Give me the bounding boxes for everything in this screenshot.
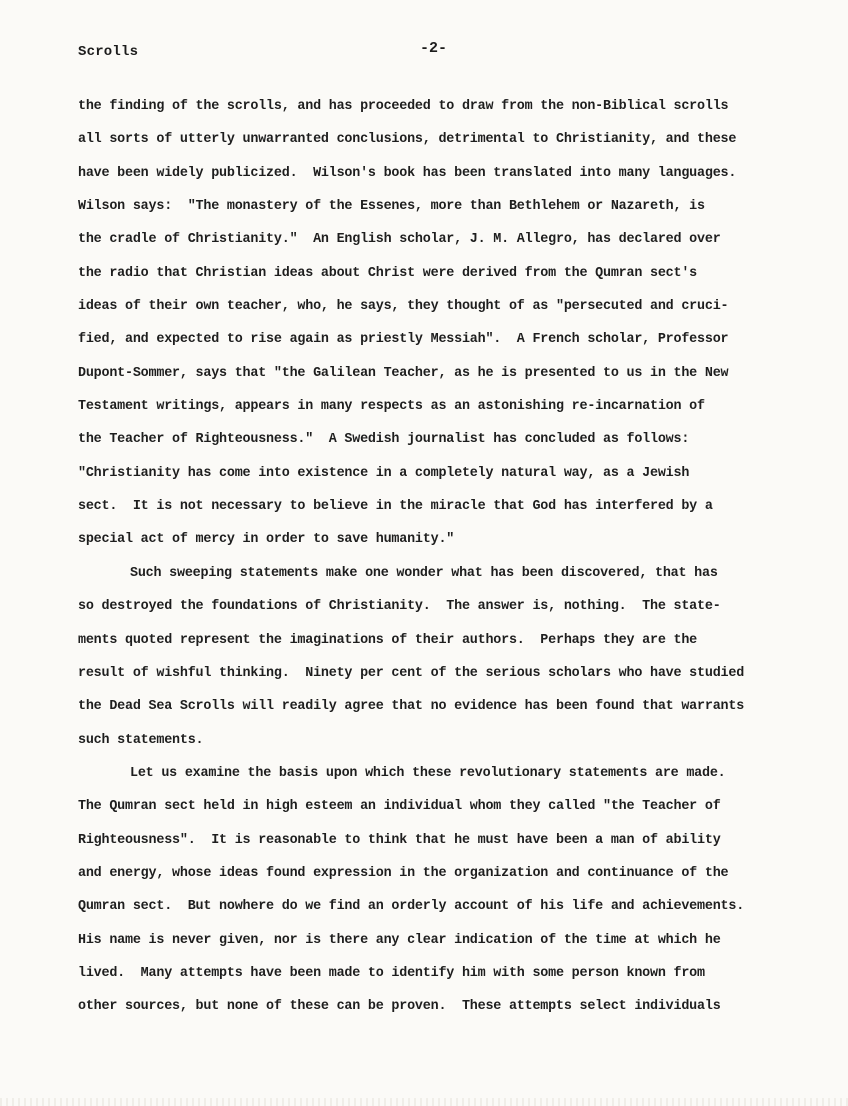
text-line: other sources, but none of these can be proven. These attempts select individuals [78,999,721,1015]
text-line: such statements. [78,732,204,748]
body-text [78,90,808,1024]
text-line: The Qumran sect held in high esteem an individual whom they called "the Teacher of [78,799,721,815]
text-line: result of wishful thinking. Ninety per cent of the serious scholars who have studied [78,665,745,681]
text-line: "Christianity has come into existence in a completely natural way, as a Jewish [78,465,690,481]
text-line: the finding of the scrolls, and has proceeded to draw from the non-Biblical scrolls [78,99,729,114]
text-line: ideas of their own teacher, who, he says, they thought of as "persecuted and cruci- [78,299,729,315]
text-line: sect. It is not necessary to believe in the miracle that God has interfered by a [78,499,713,515]
scan-edge-noise [0,1098,848,1106]
page-number: -2- [420,40,448,57]
text-line: fied, and expected to rise again as priestly Messiah". A French scholar, Professor [78,332,729,348]
text-line: Righteousness". It is reasonable to think that he must have been a man of ability [78,832,721,848]
text-line: Wilson says: "The monastery of the Essenes, more than Bethlehem or Nazareth, is [78,199,705,215]
text-line: His name is never given, nor is there any clear indication of the time at which he [78,932,721,948]
paragraph-start-line: Such sweeping statements make one wonder what has been discovered, that has [130,565,718,581]
text-line: special act of mercy in order to save humanity." [78,532,455,548]
text-line: Qumran sect. But nowhere do we find an orderly account of his life and achievements. [78,899,745,915]
text-line: the Dead Sea Scrolls will readily agree that no evidence has been found that warrants [78,699,745,715]
text-line: the cradle of Christianity." An English scholar, J. M. Allegro, has declared over [78,232,721,248]
text-line: and energy, whose ideas found expression in the organization and continuance of the [78,865,729,881]
text-line: the Teacher of Righteousness." A Swedish journalist has concluded as follows: [78,432,690,448]
text-line: the radio that Christian ideas about Christ were derived from the Qumran sect's [78,265,698,281]
paragraph-start-line: Let us examine the basis upon which these revolutionary statements are made. [130,765,726,781]
text-line: lived. Many attempts have been made to identify him with some person known from [78,965,705,981]
text-line: have been widely publicized. Wilson's book has been translated into many languages. [78,165,737,181]
text-line: Dupont-Sommer, says that "the Galilean Teacher, as he is presented to us in the New [78,365,729,381]
text-line: all sorts of utterly unwarranted conclusions, detrimental to Christianity, and these [78,132,737,148]
text-line: ments quoted represent the imaginations of their authors. Perhaps they are the [78,632,698,648]
text-line: so destroyed the foundations of Christianity. The answer is, nothing. The state- [78,599,721,615]
running-title: Scrolls [78,44,139,60]
text-line: Testament writings, appears in many respects as an astonishing re-incarnation of [78,399,705,415]
